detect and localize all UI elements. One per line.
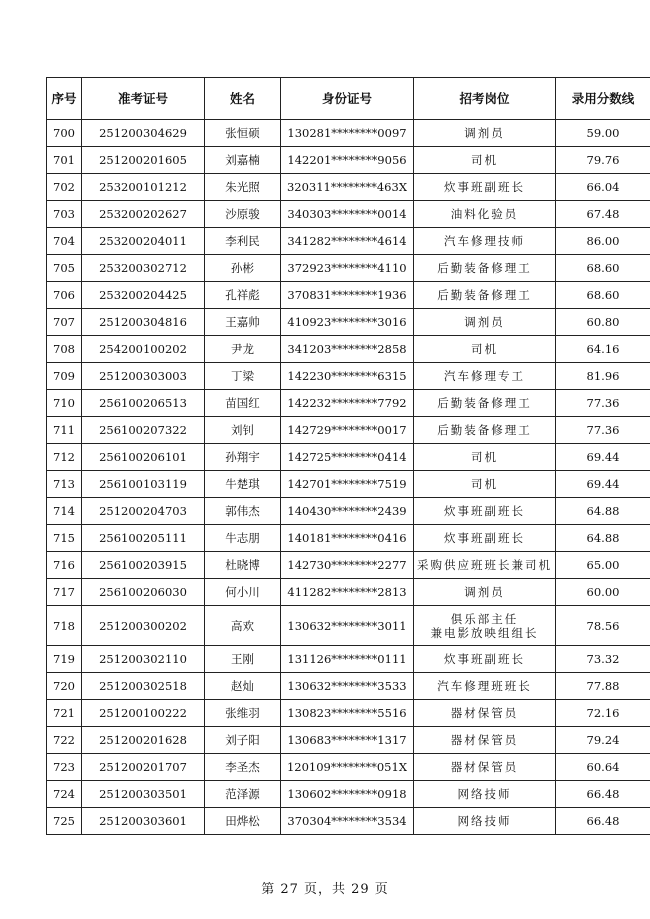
position-line: 后勤装备修理工 [437,288,532,302]
position-line: 采购供应班班长兼司机 [417,558,552,572]
cell-name: 孙彬 [205,255,281,282]
cell-name: 张恒硕 [205,120,281,147]
cell-no: 723 [47,754,82,781]
cell-exam-id: 251200201605 [82,147,205,174]
position-line: 汽车修理专工 [444,369,525,383]
cell-score: 69.44 [556,444,650,471]
header-name: 姓名 [205,78,281,120]
position-line: 器材保管员 [450,706,519,720]
cell-exam-id: 256100206030 [82,579,205,606]
position-line: 后勤装备修理工 [437,396,532,410]
cell-position [414,147,556,174]
cell-exam-id: 251200303601 [82,808,205,835]
table-row [47,255,650,282]
cell-id-number: 142729********0017 [281,417,414,444]
cell-no: 720 [47,673,82,700]
cell-no: 719 [47,646,82,673]
cell-score: 66.04 [556,174,650,201]
cell-id-number: 341203********2858 [281,336,414,363]
cell-position [414,336,556,363]
position-line: 网络技师 [457,814,512,828]
cell-exam-id: 251200304816 [82,309,205,336]
cell-no: 715 [47,525,82,552]
cell-exam-id: 256100103119 [82,471,205,498]
cell-name: 范泽源 [205,781,281,808]
cell-score: 64.16 [556,336,650,363]
cell-no: 722 [47,727,82,754]
position-line: 炊事班副班长 [444,531,525,545]
cell-exam-id: 256100203915 [82,552,205,579]
position-line: 炊事班副班长 [444,504,525,518]
cell-exam-id: 253200202627 [82,201,205,228]
cell-id-number: 370831********1936 [281,282,414,309]
table-row [47,808,650,835]
cell-exam-id: 251200304629 [82,120,205,147]
cell-no: 705 [47,255,82,282]
table-row [47,147,650,174]
table-row [47,228,650,255]
cell-score: 68.60 [556,282,650,309]
cell-position [414,673,556,700]
cell-id-number: 120109********051X [281,754,414,781]
cell-id-number: 411282********2813 [281,579,414,606]
cell-position [414,754,556,781]
cell-score: 72.16 [556,700,650,727]
cell-exam-id: 254200100202 [82,336,205,363]
table-row [47,471,650,498]
table-row [47,700,650,727]
table-row [47,282,650,309]
position-line: 油料化验员 [450,207,519,221]
cell-position [414,201,556,228]
position-line: 器材保管员 [450,733,519,747]
admission-table [46,77,650,835]
header-no: 序号 [47,78,82,120]
cell-id-number: 130281********0097 [281,120,414,147]
position-line: 司机 [471,477,498,491]
cell-score: 77.36 [556,390,650,417]
table-row [47,336,650,363]
cell-name: 何小川 [205,579,281,606]
cell-name: 牛志朋 [205,525,281,552]
position-line: 后勤装备修理工 [437,423,532,437]
cell-id-number: 130602********0918 [281,781,414,808]
cell-position [414,525,556,552]
cell-position [414,228,556,255]
cell-score: 64.88 [556,498,650,525]
cell-position [414,471,556,498]
cell-id-number: 142230********6315 [281,363,414,390]
cell-name: 王刚 [205,646,281,673]
table-row [47,498,650,525]
cell-no: 721 [47,700,82,727]
cell-position [414,255,556,282]
cell-score: 60.64 [556,754,650,781]
cell-exam-id: 251200201707 [82,754,205,781]
header-id-number: 身份证号 [281,78,414,120]
cell-exam-id: 251200302110 [82,646,205,673]
cell-name: 高欢 [205,606,281,646]
cell-exam-id: 251200302518 [82,673,205,700]
cell-position [414,282,556,309]
cell-name: 李圣杰 [205,754,281,781]
cell-id-number: 130683********1317 [281,727,414,754]
position-line: 司机 [471,153,498,167]
position-line: 调剂员 [464,126,505,140]
position-line: 调剂员 [464,315,505,329]
cell-score: 64.88 [556,525,650,552]
document-page [46,77,635,835]
cell-exam-id: 253200204425 [82,282,205,309]
header-position: 招考岗位 [414,78,556,120]
cell-name: 丁梁 [205,363,281,390]
cell-no: 724 [47,781,82,808]
cell-score: 66.48 [556,808,650,835]
cell-exam-id: 256100206513 [82,390,205,417]
cell-exam-id: 251200300202 [82,606,205,646]
cell-name: 郭伟杰 [205,498,281,525]
cell-exam-id: 256100206101 [82,444,205,471]
cell-position [414,390,556,417]
cell-score: 68.60 [556,255,650,282]
cell-score: 78.56 [556,606,650,646]
cell-exam-id: 253200101212 [82,174,205,201]
table-header-row [47,78,650,120]
position-line: 器材保管员 [450,760,519,774]
cell-id-number: 142201********9056 [281,147,414,174]
cell-score: 59.00 [556,120,650,147]
cell-id-number: 142725********0414 [281,444,414,471]
cell-id-number: 320311********463X [281,174,414,201]
cell-id-number: 370304********3534 [281,808,414,835]
cell-position [414,700,556,727]
cell-position [414,309,556,336]
position-line: 炊事班副班长 [444,180,525,194]
table-row [47,444,650,471]
header-exam-id: 准考证号 [82,78,205,120]
position-line: 俱乐部主任 [450,611,519,626]
cell-no: 718 [47,606,82,646]
cell-score: 69.44 [556,471,650,498]
cell-position [414,781,556,808]
cell-name: 张维羽 [205,700,281,727]
cell-id-number: 131126********0111 [281,646,414,673]
cell-name: 孔祥彪 [205,282,281,309]
table-row [47,390,650,417]
header-score: 录用分数线 [556,78,650,120]
cell-no: 700 [47,120,82,147]
cell-position [414,363,556,390]
cell-exam-id: 251200303501 [82,781,205,808]
cell-exam-id: 251200201628 [82,727,205,754]
table-row [47,363,650,390]
position-line: 汽车修理技师 [444,234,525,248]
cell-no: 717 [47,579,82,606]
table-row [47,754,650,781]
cell-position [414,174,556,201]
cell-name: 刘嘉楠 [205,147,281,174]
cell-name: 苗国红 [205,390,281,417]
cell-exam-id: 256100207322 [82,417,205,444]
table-row [47,174,650,201]
table-row [47,552,650,579]
cell-score: 86.00 [556,228,650,255]
cell-exam-id: 256100205111 [82,525,205,552]
cell-no: 716 [47,552,82,579]
cell-no: 707 [47,309,82,336]
cell-position [414,552,556,579]
cell-score: 60.00 [556,579,650,606]
cell-no: 708 [47,336,82,363]
cell-name: 杜晓博 [205,552,281,579]
cell-no: 703 [47,201,82,228]
table-row [47,525,650,552]
cell-name: 朱光照 [205,174,281,201]
table-row [47,727,650,754]
table-row [47,201,650,228]
position-line: 司机 [471,342,498,356]
cell-id-number: 130632********3011 [281,606,414,646]
table-row [47,309,650,336]
cell-name: 刘子阳 [205,727,281,754]
position-line: 汽车修理班班长 [437,679,532,693]
cell-no: 701 [47,147,82,174]
cell-name: 尹龙 [205,336,281,363]
cell-position [414,444,556,471]
position-line: 兼电影放映组组长 [430,625,539,640]
cell-name: 牛楚琪 [205,471,281,498]
cell-name: 王嘉帅 [205,309,281,336]
cell-no: 709 [47,363,82,390]
table-row [47,673,650,700]
cell-score: 77.88 [556,673,650,700]
cell-name: 李利民 [205,228,281,255]
cell-no: 702 [47,174,82,201]
cell-no: 713 [47,471,82,498]
table-row [47,120,650,147]
cell-position [414,646,556,673]
cell-id-number: 130823********5516 [281,700,414,727]
cell-no: 711 [47,417,82,444]
cell-position [414,417,556,444]
cell-no: 725 [47,808,82,835]
cell-score: 73.32 [556,646,650,673]
cell-exam-id: 251200303003 [82,363,205,390]
page-footer: 第 27 页，共 29 页 [261,882,389,897]
cell-exam-id: 253200302712 [82,255,205,282]
cell-position [414,498,556,525]
cell-id-number: 130632********3533 [281,673,414,700]
cell-exam-id: 253200204011 [82,228,205,255]
table-row [47,579,650,606]
cell-position [414,808,556,835]
cell-name: 孙翔宇 [205,444,281,471]
position-line: 司机 [471,450,498,464]
cell-id-number: 372923********4110 [281,255,414,282]
cell-exam-id: 251200100222 [82,700,205,727]
cell-id-number: 142232********7792 [281,390,414,417]
cell-exam-id: 251200204703 [82,498,205,525]
cell-score: 79.24 [556,727,650,754]
cell-position [414,727,556,754]
table-row [47,606,650,646]
position-line: 后勤装备修理工 [437,261,532,275]
cell-no: 704 [47,228,82,255]
cell-score: 66.48 [556,781,650,808]
cell-score: 79.76 [556,147,650,174]
cell-no: 710 [47,390,82,417]
cell-score: 77.36 [556,417,650,444]
position-line: 调剂员 [464,585,505,599]
cell-id-number: 140181********0416 [281,525,414,552]
cell-name: 赵灿 [205,673,281,700]
cell-position [414,579,556,606]
cell-score: 67.48 [556,201,650,228]
cell-id-number: 410923********3016 [281,309,414,336]
cell-position [414,120,556,147]
cell-name: 田烨松 [205,808,281,835]
table-row [47,646,650,673]
cell-no: 712 [47,444,82,471]
cell-score: 60.80 [556,309,650,336]
cell-no: 714 [47,498,82,525]
cell-score: 81.96 [556,363,650,390]
position-line: 炊事班副班长 [444,652,525,666]
cell-no: 706 [47,282,82,309]
cell-score: 65.00 [556,552,650,579]
cell-id-number: 140430********2439 [281,498,414,525]
table-row [47,781,650,808]
cell-id-number: 341282********4614 [281,228,414,255]
cell-position [414,606,556,646]
cell-id-number: 142730********2277 [281,552,414,579]
cell-name: 沙原骏 [205,201,281,228]
table-body [47,120,650,835]
cell-name: 刘钊 [205,417,281,444]
cell-id-number: 142701********7519 [281,471,414,498]
position-line: 网络技师 [457,787,512,801]
cell-id-number: 340303********0014 [281,201,414,228]
table-row [47,417,650,444]
